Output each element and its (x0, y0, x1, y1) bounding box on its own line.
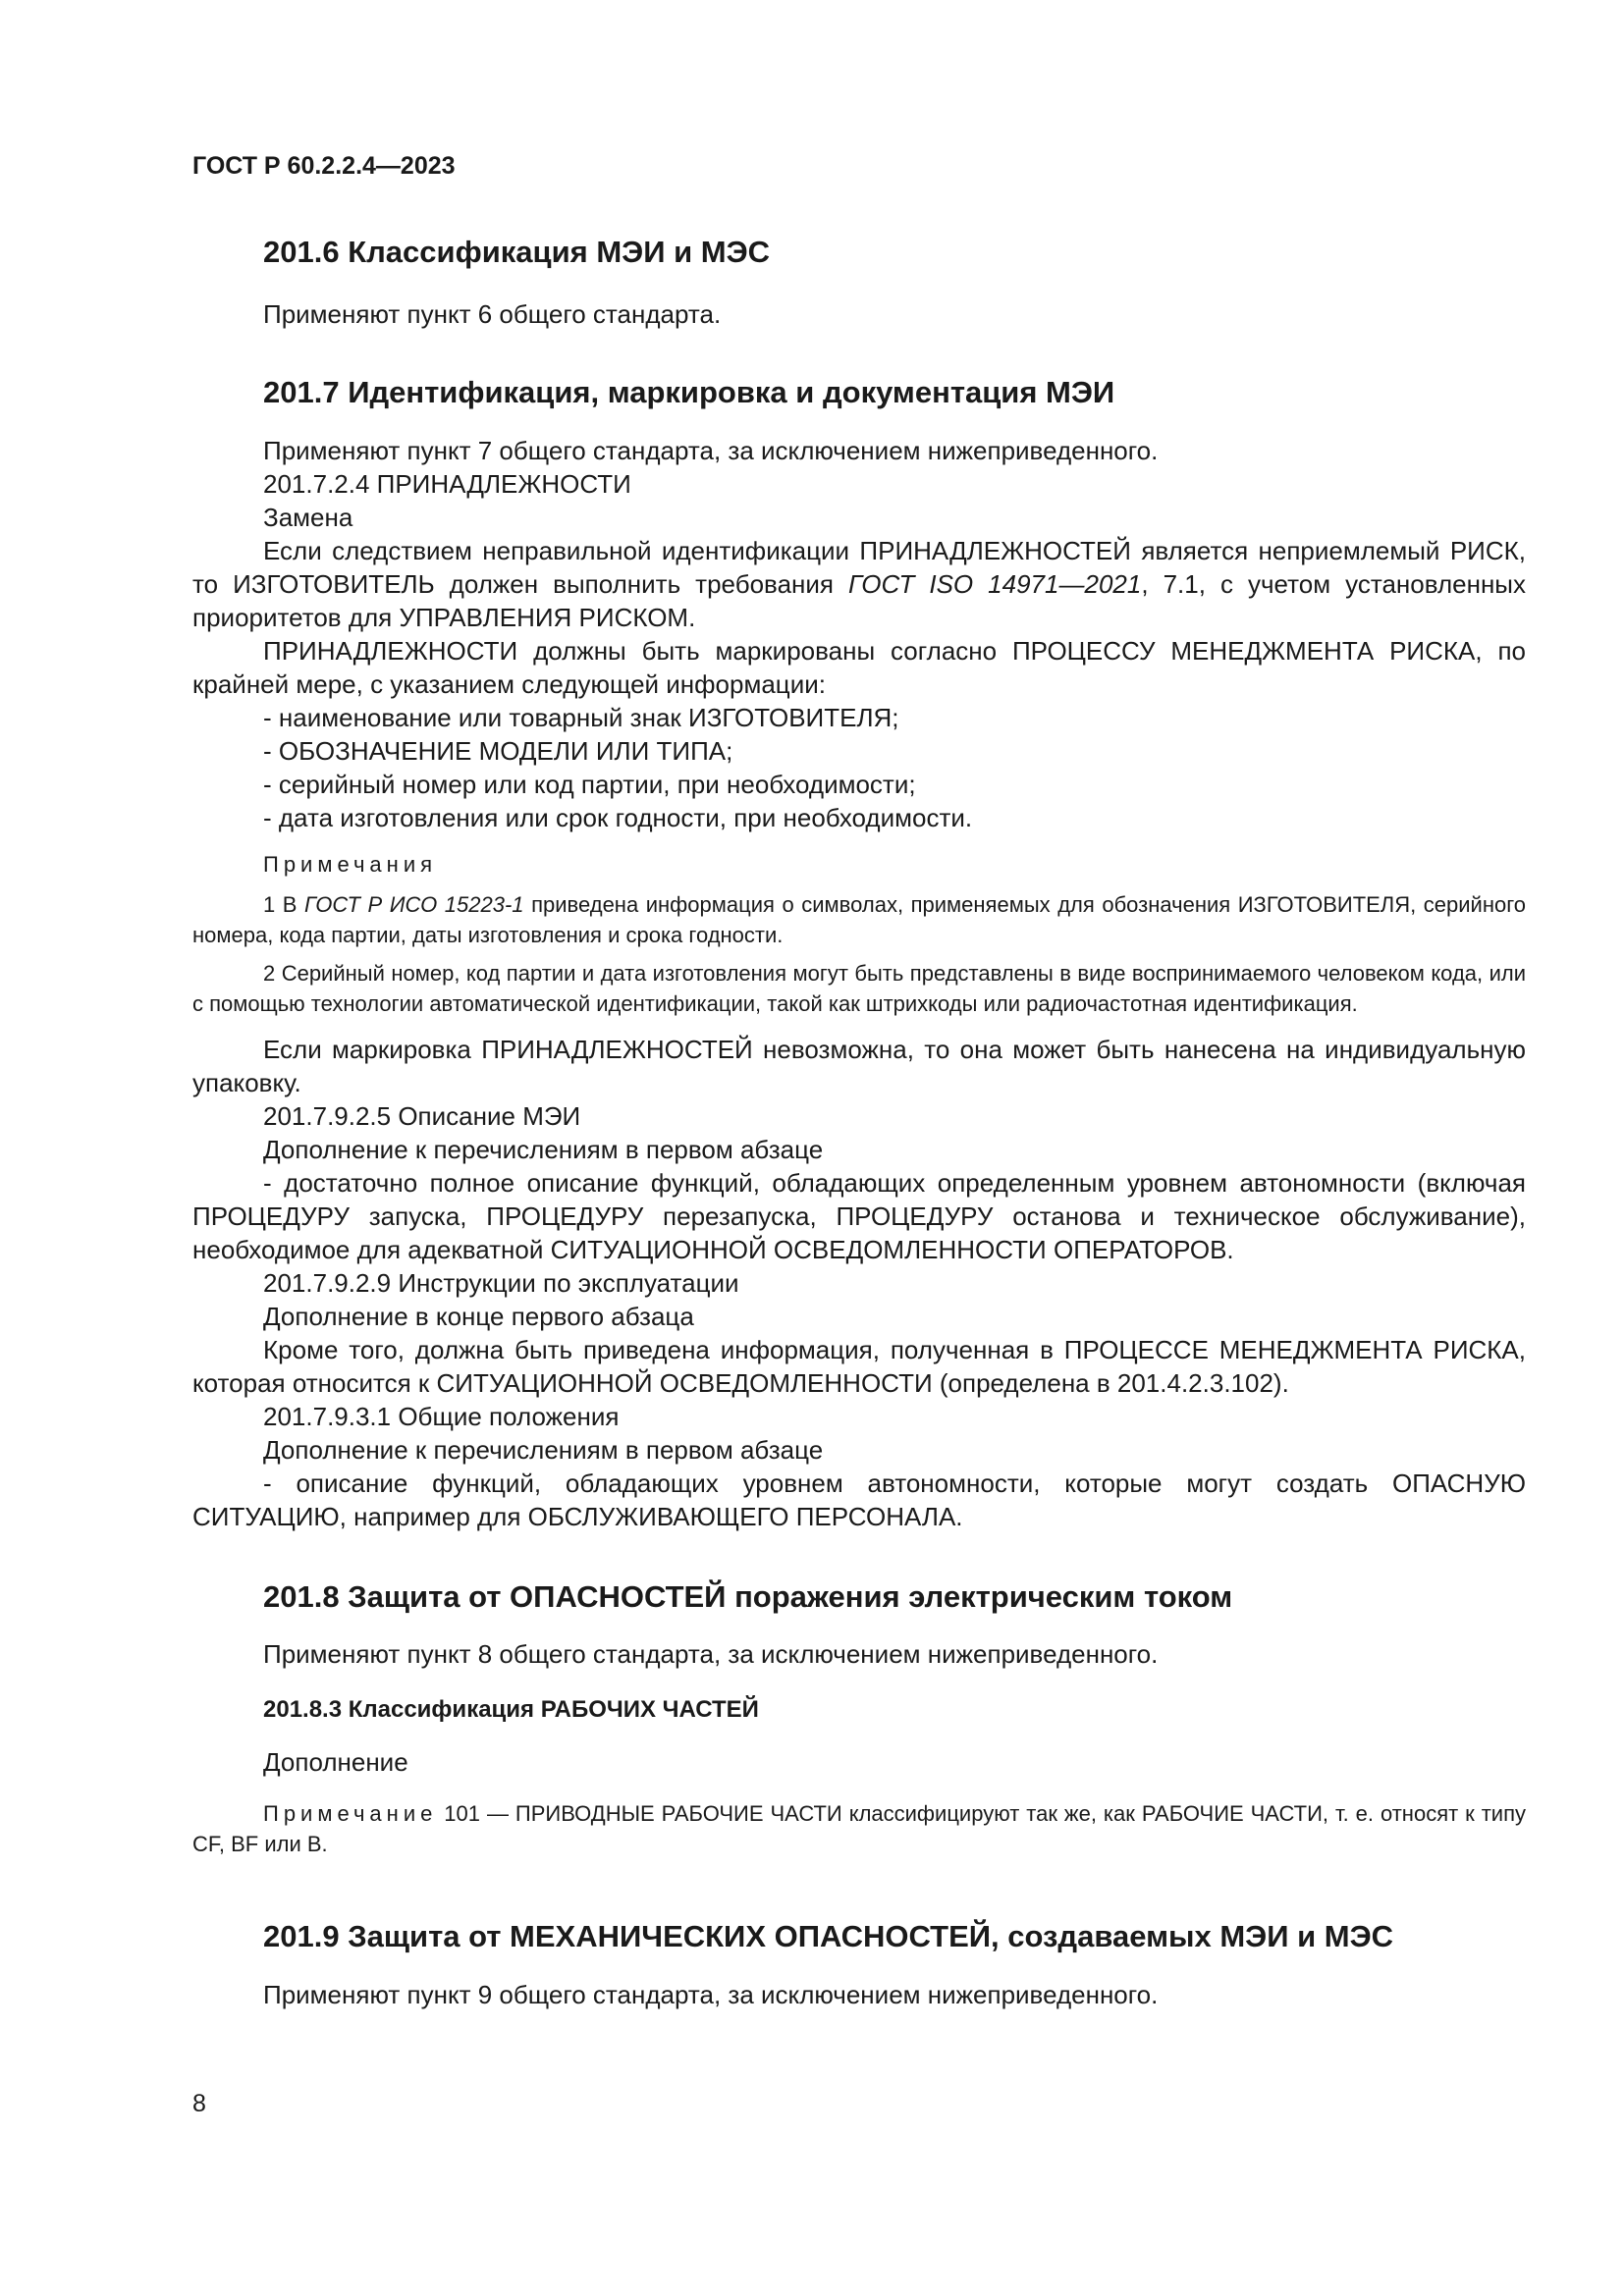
note-2: 2 Серийный номер, код партии и дата изготовления могут быть представлены в виде воспринимаемого человеком кода, или с помощью технологии автоматической идентификации, такой как штрихкоды или радиочастотная идентификация. (192, 961, 1526, 1017)
list-item: - серийный номер или код партии, при необходимости; (192, 768, 1526, 801)
s7-paragraph: Если следствием неправильной идентификации ПРИНАДЛЕЖНОСТЕЙ является неприемлемый РИСК, то ИЗГОТОВИТЕЛЬ должен выполнить требования ГОСТ ISO 14971—2021, 7.1, с учетом установленных приоритетов для УПРАВЛЕНИЯ РИСКОМ. (192, 536, 1526, 633)
list-item: - ОБОЗНАЧЕНИЕ МОДЕЛИ ИЛИ ТИПА; (192, 734, 1526, 768)
s7-paragraph: Кроме того, должна быть приведена информация, полученная в ПРОЦЕССЕ МЕНЕДЖМЕНТА РИСКА, которая относится к СИТУАЦИОННОЙ ОСВЕДОМЛЕННОСТИ (определена в 201.4.2.3.102). (192, 1335, 1526, 1399)
section-6-text: Применяют пункт 6 общего стандарта. (263, 299, 722, 330)
s7-paragraph: ПРИНАДЛЕЖНОСТИ должны быть маркированы согласно ПРОЦЕССУ МЕНЕДЖМЕНТА РИСКА, по крайней мере, с указанием следующей информации: (192, 636, 1526, 700)
section-8-text: Применяют пункт 8 общего стандарта, за исключением нижеприведенного. (263, 1638, 1159, 1669)
standard-reference: ГОСТ ISO 14971—2021 (848, 569, 1142, 600)
document-page (192, 149, 1526, 2011)
note-101: Примечание 101 — ПРИВОДНЫЕ РАБОЧИЕ ЧАСТИ классифицируют так же, как РАБОЧИЕ ЧАСТИ, т. е. относят к типу CF, BF или B. (192, 1800, 1526, 1856)
document-code: ГОСТ Р 60.2.2.4—2023 (192, 152, 456, 180)
s7-paragraph: - достаточно полное описание функций, обладающих определенным уровнем автономности (включая ПРОЦЕДУРУ запуска, ПРОЦЕДУРУ перезапуска, ПРОЦЕДУРУ останова и техническое обслуживание), необходимое для адекватной СИТУАЦИОННОЙ ОСВЕДОМЛЕННОСТИ ОПЕРАТОРОВ. (192, 1168, 1526, 1265)
section-9-title: 201.9 Защита от МЕХАНИЧЕСКИХ ОПАСНОСТЕЙ, создаваемых МЭИ и МЭС (263, 1918, 1394, 1953)
standard-reference: ГОСТ Р ИСО 15223-1 (304, 892, 524, 918)
s7-paragraph: Если маркировка ПРИНАДЛЕЖНОСТЕЙ невозможна, то она может быть нанесена на индивидуальную упаковку. (192, 1035, 1526, 1098)
notes-label: Примечания (263, 852, 438, 878)
s7-paragraph: - описание функций, обладающих уровнем автономности, которые могут создать ОПАСНУЮ СИТУАЦИЮ, например для ОБСЛУЖИВАЮЩЕГО ПЕРСОНАЛА. (192, 1468, 1526, 1532)
section-7-title: 201.7 Идентификация, маркировка и документация МЭИ (263, 375, 1115, 410)
note-1: 1 В ГОСТ Р ИСО 15223-1 приведена информация о символах, применяемых для обозначения ИЗГОТОВИТЕЛЯ, серийного номера, кода партии, даты изготовления и срока годности. (192, 892, 1527, 948)
s7-clause-number: 201.7.9.3.1 Общие положения (263, 1402, 620, 1432)
section-8-text: Дополнение (263, 1746, 408, 1777)
s7-paragraph: Дополнение к перечислениям в первом абзаце (263, 1135, 824, 1165)
list-item: - наименование или товарный знак ИЗГОТОВИТЕЛЯ; (192, 701, 1526, 734)
note-label: Примечание (263, 1800, 438, 1826)
page-number: 8 (192, 2090, 206, 2117)
s7-clause-number: 201.7.9.2.9 Инструкции по эксплуатации (263, 1268, 739, 1299)
s7-clause-number: 201.7.2.4 ПРИНАДЛЕЖНОСТИ (263, 469, 631, 500)
section-6-title: 201.6 Классификация МЭИ и МЭС (263, 235, 771, 269)
section-9-text: Применяют пункт 9 общего стандарта, за исключением нижеприведенного. (263, 1979, 1159, 2009)
s7-paragraph: Дополнение в конце первого абзаца (263, 1302, 694, 1332)
section-7-body (192, 434, 1526, 1533)
s7-paragraph: Замена (263, 503, 353, 533)
list-item: - дата изготовления или срок годности, при необходимости. (192, 801, 1526, 834)
subsection-8-3-title: 201.8.3 Классификация РАБОЧИХ ЧАСТЕЙ (263, 1695, 759, 1723)
s7-paragraph: Применяют пункт 7 общего стандарта, за исключением нижеприведенного. (263, 436, 1159, 466)
section-8-title: 201.8 Защита от ОПАСНОСТЕЙ поражения электрическим током (263, 1579, 1233, 1615)
s7-paragraph: Дополнение к перечислениям в первом абзаце (263, 1435, 824, 1466)
s7-clause-number: 201.7.9.2.5 Описание МЭИ (263, 1101, 581, 1132)
